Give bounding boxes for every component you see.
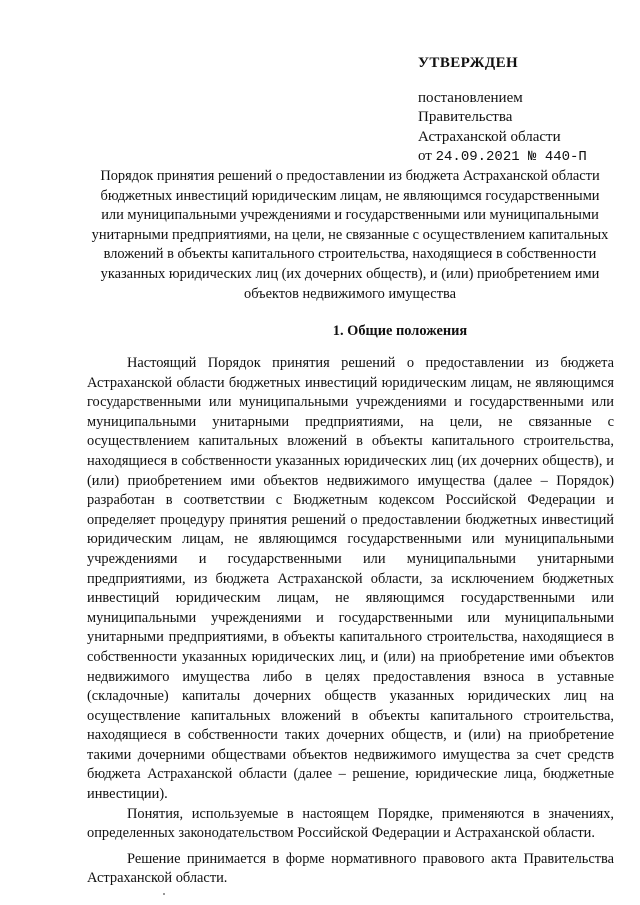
approval-stamp-block — [418, 54, 628, 168]
approval-date-value: 24.09.2021 № 440-П — [435, 149, 587, 165]
section-body — [87, 354, 614, 889]
section-heading: 1. Общие положения — [332, 323, 468, 339]
paragraph-2: Понятия, используемые в настоящем Порядке, применяются в значениях, определенных законодательством Российской Федерации и Астраханской области. — [87, 805, 614, 842]
paragraph-3: Решение принимается в форме нормативного правового акта Правительства Астраханской области. — [87, 850, 614, 887]
approval-date-prefix: от — [418, 148, 432, 164]
approval-line-government: Правительства — [418, 109, 513, 125]
approval-date-line — [418, 147, 628, 168]
approval-line-region: Астраханской области — [418, 128, 561, 145]
document-title: Порядок принятия решений о предоставлении из бюджета Астраханской области бюджетных инвестиций юридическим лицам, не являющимся государственными или муниципальными учреждениями и государственными или муниципальными унитарными предприятиями, на цели, не связанные с осуществлением капитальных вложений в объекты капитального строительства, находящиеся в собственности указанных юридических лиц (их дочерних обществ), и (или) приобретением ими объектов недвижимого имущества — [91, 168, 609, 302]
paragraph-1: Настоящий Порядок принятия решений о предоставлении из бюджета Астраханской области бюджетных инвестиций юридическим лицам, не являющимся государственными или муниципальными учреждениями и государственными или муниципальными унитарными предприятиями, на цели, не связанные с осуществлением капитальных вложений в объекты капитального строительства, находящиеся в собственности указанных юридических лиц (их дочерних обществ), и (или) приобретением ими объектов недвижимого имущества (далее – Порядок) разработан в соответствии с Бюджетным кодексом Российской Федерации и определяет процедуру принятия решений о предоставлении бюджетных инвестиций юридическим лицам, не являющимся государственными или муниципальными учреждениями и государственными или муниципальными унитарными предприятиями, из бюджета Астраханской области, за исключением бюджетных инвестиций юридическим лицам, не являющимся государственными или муниципальными учреждениями и государственными или муниципальными унитарными предприятиями, в объекты капитального строительства, находящиеся в собственности указанных юридических лиц, и (или) на приобретение ими объектов недвижимого имущества либо в целях предоставления взноса в уставные (складочные) капиталы дочерних обществ указанных юридических лиц на осуществление капитальных вложений в объекты капитального строительства, находящиеся в собственности таких дочерних обществ, и (или) на приобретение такими дочерними обществами объектов недвижимого имущества за счет средств бюджета Астраханской области (далее – решение, юридические лица, бюджетные инвестиции). — [87, 355, 614, 803]
scan-speck — [163, 893, 165, 895]
approval-line-resolution: постановлением — [418, 89, 523, 106]
approval-heading: УТВЕРЖДЕН — [418, 55, 519, 71]
